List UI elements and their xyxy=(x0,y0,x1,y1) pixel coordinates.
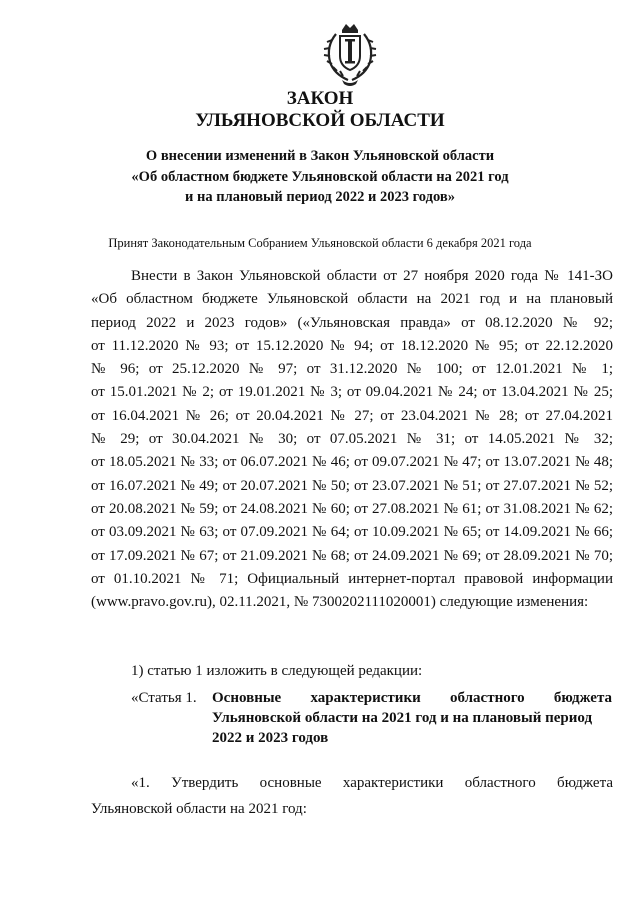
article-heading-line3: 2022 и 2023 годов xyxy=(212,730,329,746)
article-point-1 xyxy=(91,770,613,822)
body-line: от 16.07.2021 № 49; от 20.07.2021 № 50; от 23.07.2021 № 51; от 27.07.2021 № 52; xyxy=(91,477,613,494)
article-label: «Статья 1. xyxy=(131,690,197,706)
point-1-line1: «1. Утвердить основные характеристики областного бюджета xyxy=(131,775,613,791)
body-line: от 11.12.2020 № 93; от 15.12.2020 № 94; от 18.12.2020 № 95; от 22.12.2020 xyxy=(91,337,613,354)
body-line: от 03.09.2021 № 63; от 07.09.2021 № 64; от 10.09.2021 № 65; от 14.09.2021 № 66; xyxy=(91,524,613,541)
law-title-line1: ЗАКОН xyxy=(286,88,354,109)
body-line: от 01.10.2021 № 71; Официальный интернет-портал правовой информации xyxy=(91,570,613,587)
amendment-item-1: 1) статью 1 изложить в следующей редакции: xyxy=(131,663,423,679)
body-line: № 96; от 25.12.2020 № 97; от 31.12.2020 № 100; от 12.01.2021 № 1; xyxy=(91,361,613,378)
body-line: от 16.04.2021 № 26; от 20.04.2021 № 27; от 23.04.2021 № 28; от 27.04.2021 xyxy=(91,407,613,424)
article-heading-line2: Ульяновской области на 2021 год и на плановый период xyxy=(212,710,593,726)
body-line: период 2022 и 2023 годов» («Ульяновская правда» от 08.12.2020 № 92; xyxy=(91,314,613,331)
amendment-paragraph xyxy=(91,265,613,614)
adoption-note: Принят Законодательным Собранием Ульяновской области 6 декабря 2021 года xyxy=(108,236,532,250)
article-heading xyxy=(212,688,612,748)
subtitle-line3: и на плановый период 2022 и 2023 годов» xyxy=(185,189,455,205)
law-subtitle xyxy=(0,146,640,208)
body-line: от 20.08.2021 № 59; от 24.08.2021 № 60; от 27.08.2021 № 61; от 31.08.2021 № 62; xyxy=(91,500,613,517)
body-line: (www.pravo.gov.ru), 02.11.2021, № 7300202111020001) следующие изменения: xyxy=(91,594,589,611)
point-1-line2: Ульяновской области на 2021 год: xyxy=(91,801,307,817)
law-title-line2: УЛЬЯНОВСКОЙ ОБЛАСТИ xyxy=(195,110,445,131)
body-line: № 29; от 30.04.2021 № 30; от 07.05.2021 № 31; от 14.05.2021 № 32; xyxy=(91,431,613,448)
coat-of-arms-icon xyxy=(318,22,382,88)
subtitle-line1: О внесении изменений в Закон Ульяновской области xyxy=(145,148,495,164)
body-line: Внести в Закон Ульяновской области от 27 ноября 2020 года № 141-ЗО xyxy=(131,268,613,284)
article-heading-line1: Основные характеристики областного бюджета xyxy=(212,690,612,706)
law-title xyxy=(0,88,640,132)
body-line: от 17.09.2021 № 67; от 21.09.2021 № 68; от 24.09.2021 № 69; от 28.09.2021 № 70; xyxy=(91,547,613,564)
subtitle-line2: «Об областном бюджете Ульяновской области на 2021 год xyxy=(131,168,509,185)
body-line: от 18.05.2021 № 33; от 06.07.2021 № 46; от 09.07.2021 № 47; от 13.07.2021 № 48; xyxy=(91,454,613,471)
body-line: от 15.01.2021 № 2; от 19.01.2021 № 3; от 09.04.2021 № 24; от 13.04.2021 № 25; xyxy=(91,384,613,401)
body-line: «Об областном бюджете Ульяновской области на 2021 год и на плановый xyxy=(91,291,613,308)
